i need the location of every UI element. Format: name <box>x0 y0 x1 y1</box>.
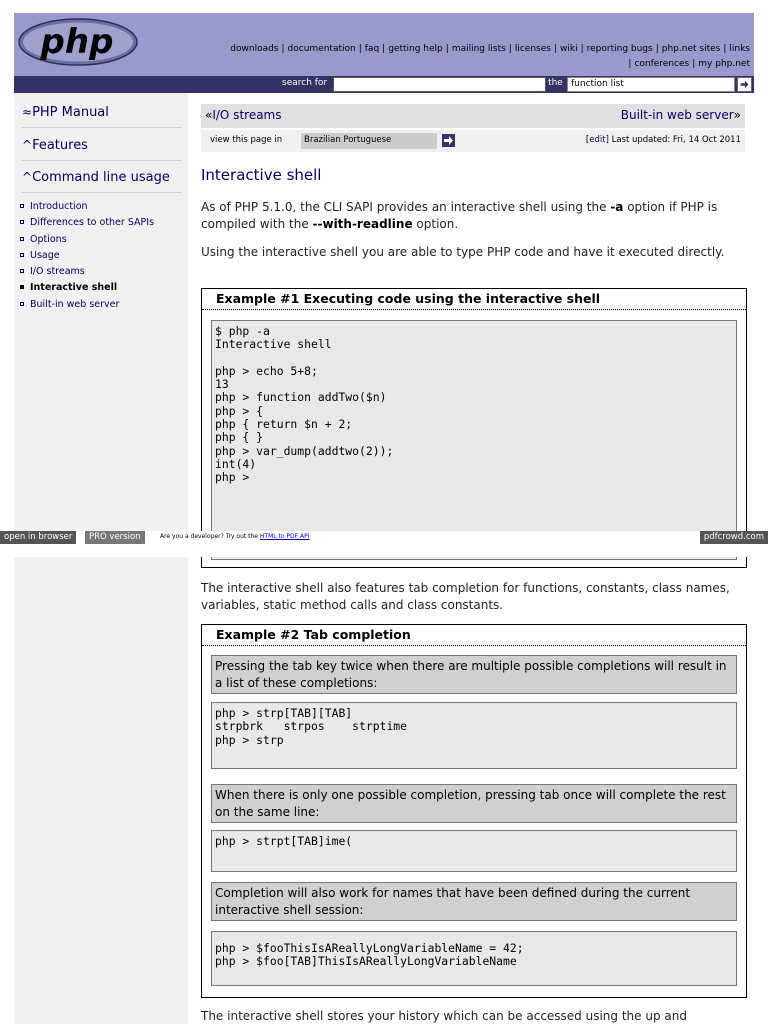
nav-mailing-lists[interactable]: mailing lists <box>451 44 506 54</box>
nav-downloads[interactable]: downloads <box>230 44 279 54</box>
tab-completion-paragraph: The interactive shell also features tab completion for functions, constants, class names, variables, static method calls and class constants. <box>201 581 730 612</box>
nav-licenses[interactable]: licenses <box>514 44 551 54</box>
pdfcrowd-bar <box>0 531 768 544</box>
example-1-code: $ php -a Interactive shell php > echo 5+8; 13 php > function addTwo($n) php > { php { return $n + 2; php { } php > var_dump(addtwo(2)); int(4) php > <box>211 320 737 560</box>
nav-wiki[interactable]: wiki <box>560 44 578 54</box>
secondary-nav: | conferences | my php.net <box>628 59 750 69</box>
pdfcrowd-promo: Are you a developer? Try out the HTML to PDF API <box>160 533 310 540</box>
sidebar-php-manual-link[interactable]: ≈PHP Manual <box>22 105 109 120</box>
example-2-code-2: php > strpt[TAB]ime( <box>211 830 737 872</box>
sidebar <box>14 93 188 531</box>
nav-links[interactable]: links <box>729 44 750 54</box>
double-up-arrow-icon: ≈ <box>22 105 33 119</box>
example-2-note-2: When there is only one possible completion, pressing tab once will complete the rest on the same line: <box>211 784 737 823</box>
open-in-browser-button[interactable]: open in browser <box>0 531 76 544</box>
usage-paragraph: Using the interactive shell you are able to type PHP code and have it executed directly. <box>201 245 725 259</box>
arrow-right-icon <box>444 136 453 145</box>
up-arrow-icon: ^ <box>22 170 33 184</box>
search-go-button[interactable] <box>737 77 752 92</box>
example-2-note-1: Pressing the tab key twice when there are multiple possible completions will result in a list of these completions: <box>211 655 737 694</box>
example-1-title: Example #1 Executing code using the interactive shell <box>216 291 601 306</box>
sidebar-cli-usage-link[interactable]: ^Command line usage <box>22 170 170 185</box>
sidebar-continued <box>14 557 188 1024</box>
page-title: Interactive shell <box>201 166 322 184</box>
sidebar-item-io-streams[interactable]: I/O streams <box>20 264 154 280</box>
edit-link[interactable]: edit <box>589 135 606 145</box>
sidebar-item-usage[interactable]: Usage <box>20 248 154 264</box>
nav-getting-help[interactable]: getting help <box>388 44 443 54</box>
sidebar-item-built-in-web-server[interactable]: Built-in web server <box>20 297 154 313</box>
nav-conferences[interactable]: conferences <box>634 59 690 69</box>
html-to-pdf-link[interactable]: HTML to PDF API <box>259 533 310 540</box>
sidebar-list <box>20 199 154 313</box>
example-2-note-3: Completion will also work for names that have been defined during the current interactive shell session: <box>211 882 737 921</box>
php-logo[interactable] <box>16 16 140 68</box>
search-scope-select[interactable]: function list <box>567 77 735 92</box>
header <box>14 13 754 76</box>
intro-paragraph: As of PHP 5.1.0, the CLI SAPI provides an interactive shell using the -a option if PHP is compiled with the --with-readline option. <box>201 200 718 231</box>
search-label: search for <box>282 78 328 88</box>
sidebar-features-link[interactable]: ^Features <box>22 138 88 153</box>
nav-php-net-sites[interactable]: php.net sites <box>661 44 721 54</box>
prev-page-link[interactable]: «I/O streams <box>205 108 282 122</box>
history-paragraph: The interactive shell stores your history which can be accessed using the up and <box>201 1009 687 1023</box>
sidebar-item-differences[interactable]: Differences to other SAPIs <box>20 215 154 231</box>
example-1 <box>201 288 747 568</box>
nav-documentation[interactable]: documentation <box>287 44 356 54</box>
prev-next-bar <box>201 104 745 128</box>
next-page-link[interactable]: Built-in web server» <box>620 108 741 122</box>
pro-version-button[interactable]: PRO version <box>85 531 145 544</box>
search-input[interactable] <box>333 77 546 92</box>
language-select[interactable]: Brazilian Portuguese <box>301 133 437 149</box>
view-in-label: view this page in <box>210 135 283 145</box>
language-bar <box>201 130 745 152</box>
arrow-right-icon <box>741 81 749 89</box>
pdfcrowd-brand[interactable]: pdfcrowd.com <box>700 531 768 544</box>
search-bar <box>14 76 754 93</box>
example-2-title: Example #2 Tab completion <box>216 627 411 642</box>
search-scope-label: in the <box>537 78 563 88</box>
example-2-code-3: php > $fooThisIsAReallyLongVariableName = 42; php > $foo[TAB]ThisIsAReallyLongVariableName <box>211 931 737 986</box>
sidebar-item-options[interactable]: Options <box>20 232 154 248</box>
nav-faq[interactable]: faq <box>364 44 380 54</box>
sidebar-item-introduction[interactable]: Introduction <box>20 199 154 215</box>
language-go-button[interactable] <box>442 134 455 147</box>
nav-reporting-bugs[interactable]: reporting bugs <box>586 44 653 54</box>
example-2-code-1: php > strp[TAB][TAB] strpbrk strpos strptime php > strp <box>211 702 737 769</box>
nav-my-php-net[interactable]: my php.net <box>698 59 750 69</box>
example-2 <box>201 624 747 998</box>
svg-text:php: php <box>40 22 114 62</box>
up-arrow-icon: ^ <box>22 138 33 152</box>
sidebar-item-interactive-shell[interactable]: Interactive shell <box>20 280 154 296</box>
last-updated: [edit] Last updated: Fri, 14 Oct 2011 <box>585 135 741 145</box>
main-nav: downloads | documentation | faq | getting help | mailing lists | licenses | wiki | reporting bugs | php.net sites | links <box>230 44 750 54</box>
